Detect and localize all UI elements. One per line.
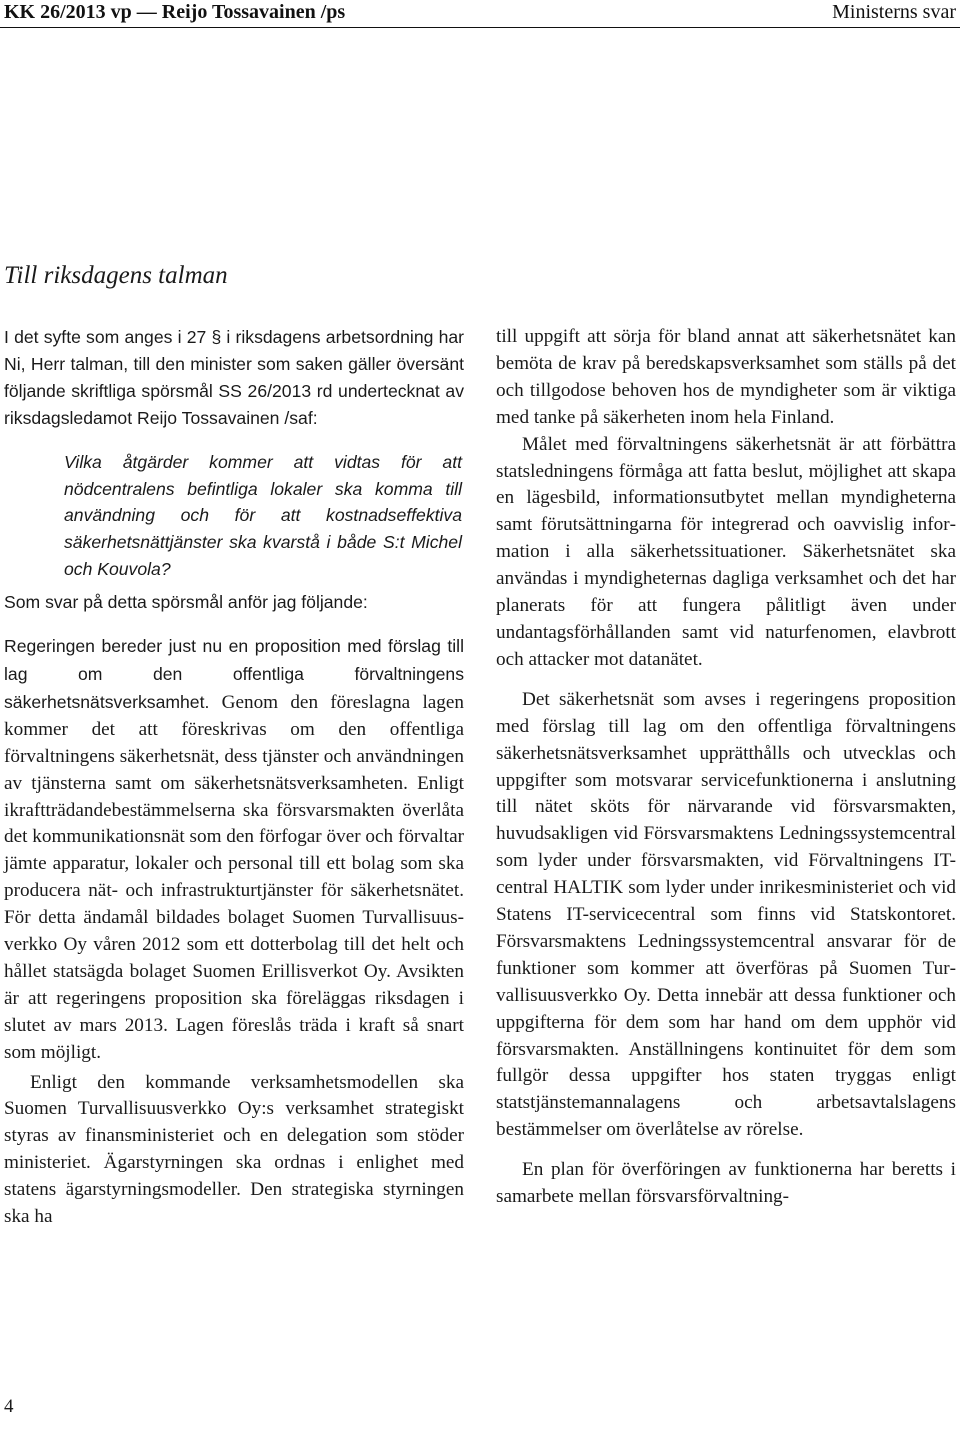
answer-paragraph-2: Enligt den kommande verksamhetsmodellen ska Suomen Turvallisuusverkko Oy:s verksamhet strategiskt styras av finansministeriet och en delegation som stöder ministeriet. Ägarstyrningen ska ordnas i enlighet med statens ägarstyrningsmodeller. Den strategiska styrningen ska ha: [4, 1071, 464, 1228]
right-paragraph-4: En plan för överföringen av funktionerna har beretts i samarbete mellan försvarsförvaltning-: [496, 1159, 956, 1208]
answer-paragraph-1-sans: Regeringen bereder just nu en proposition med förslag till lag om den offentliga förvaltningens säkerhetsnätsverksamhet.: [4, 636, 464, 712]
question-text: Vilka åtgärder kommer att vidtas för att nödcentralens befintliga lokaler ska komma till användning och för att kostnadseffektiva säkerhetsnättjänster ska kvarstå i både S:t Michel och Kouvola?: [64, 451, 462, 580]
right-paragraph-1: till uppgift att sörja för bland annat att säkerhetsnätet kan bemöta de krav på beredskapsverksamhet som ställs på det och tillgodose behoven hos de myndigheter som är viktiga med tanke på säkerheten inom hela Finland.: [496, 326, 956, 428]
answer-paragraph-1: [4, 633, 464, 1067]
answer-paragraph-1-serif: Genom den föreslagna lagen kommer det att föreskrivas om den offentliga förvaltningens säkerhetsnät, dess tjänster och användningen av tjänsterna samt om säkerhetsnätsverksamheten. Enligt ikraftträdandebestämmelserna ska försvarsmakten överlåta det kommunikationsnät som den förfogar över och förvaltar jämte apparatur, lokaler och personal till ett bolag som ska producera nät- och infrastrukturtjänster för säkerhetsnätet. För detta ändamål bildades bolaget Suomen Turvallisuusverkko Oy våren 2012 som ett dotterbolag till det helt och hållet statsägda bolaget Suomen Erillisverkot Oy. Avsikten är att regeringens proposition ska föreläggas riksdagen i slutet av mars 2013. Lagen föreslås träda i kraft så snart som möjligt.: [4, 691, 464, 1063]
right-column: [496, 324, 956, 1211]
document-reference: KK 26/2013 vp — Reijo Tossavainen /ps: [4, 1, 346, 23]
page-number: 4: [4, 1396, 14, 1417]
header-divider: [0, 27, 960, 28]
section-label: Ministerns svar: [832, 1, 956, 23]
right-paragraph-2: Målet med förvaltningens säkerhetsnät är att förbättra statsledningens förmåga att fatta beslut, möjlighet att skapa en lägesbild, informationsutbytet mellan myndigheterna samt förutsättningarna för integrerad och oavvislig information i alla säkerhetssituationer. Säkerhetsnätet ska användas i myndigheternas dagliga verksamhet och det har planerats för att fungera pålitligt även under undantagsförhållanden samt vid naturfenomen, elavbrott och attacker mot datanätet.: [496, 433, 956, 670]
intro-paragraph: I det syfte som anges i 27 § i riksdagens arbetsordning har Ni, Herr talman, till den minister som saken gäller översänt följande skriftliga spörsmål SS 26/2013 rd undertecknat av riksdagsledamot Reijo Tossavainen /saf:: [4, 327, 464, 428]
page-title: Till riksdagens talman: [4, 262, 228, 289]
right-paragraph-3: Det säkerhetsnät som avses i regeringens proposition med förslag till lag om den offentliga förvaltningens säkerhetsnätsverksamhet upprätthålls och utvecklas och uppgifter som motsvarar servicefunktionerna i anslutning till nätet sköts för närvarande vid försvarsmakten, huvudsakligen vid Försvarsmaktens Ledningssystemcentral som lyder under försvarsmakten, vid Förvaltningens IT-central HALTIK som lyder under inrikesministeriet och vid Statens IT-servicecentral som finns vid Statskontoret. Försvarsmaktens Ledningssystemcentral ansvarar för de funktioner som kommer att överföras på Suomen Turvallisuusverkko Oy. Detta innebär att dessa funktioner och uppgifterna för dem som har hand om dem upphör vid försvarsmakten. Anställningens kontinuitet för dem som fullgör dessa uppgifter hos staten tryggas enligt statstjänstemannalagens och arbetsavtalslagens bestämmelser om överlåtelse av rörelse.: [496, 688, 956, 1141]
page-header: [0, 0, 960, 28]
answer-intro: Som svar på detta spörsmål anför jag följande:: [4, 592, 368, 613]
left-column: [4, 324, 464, 1231]
